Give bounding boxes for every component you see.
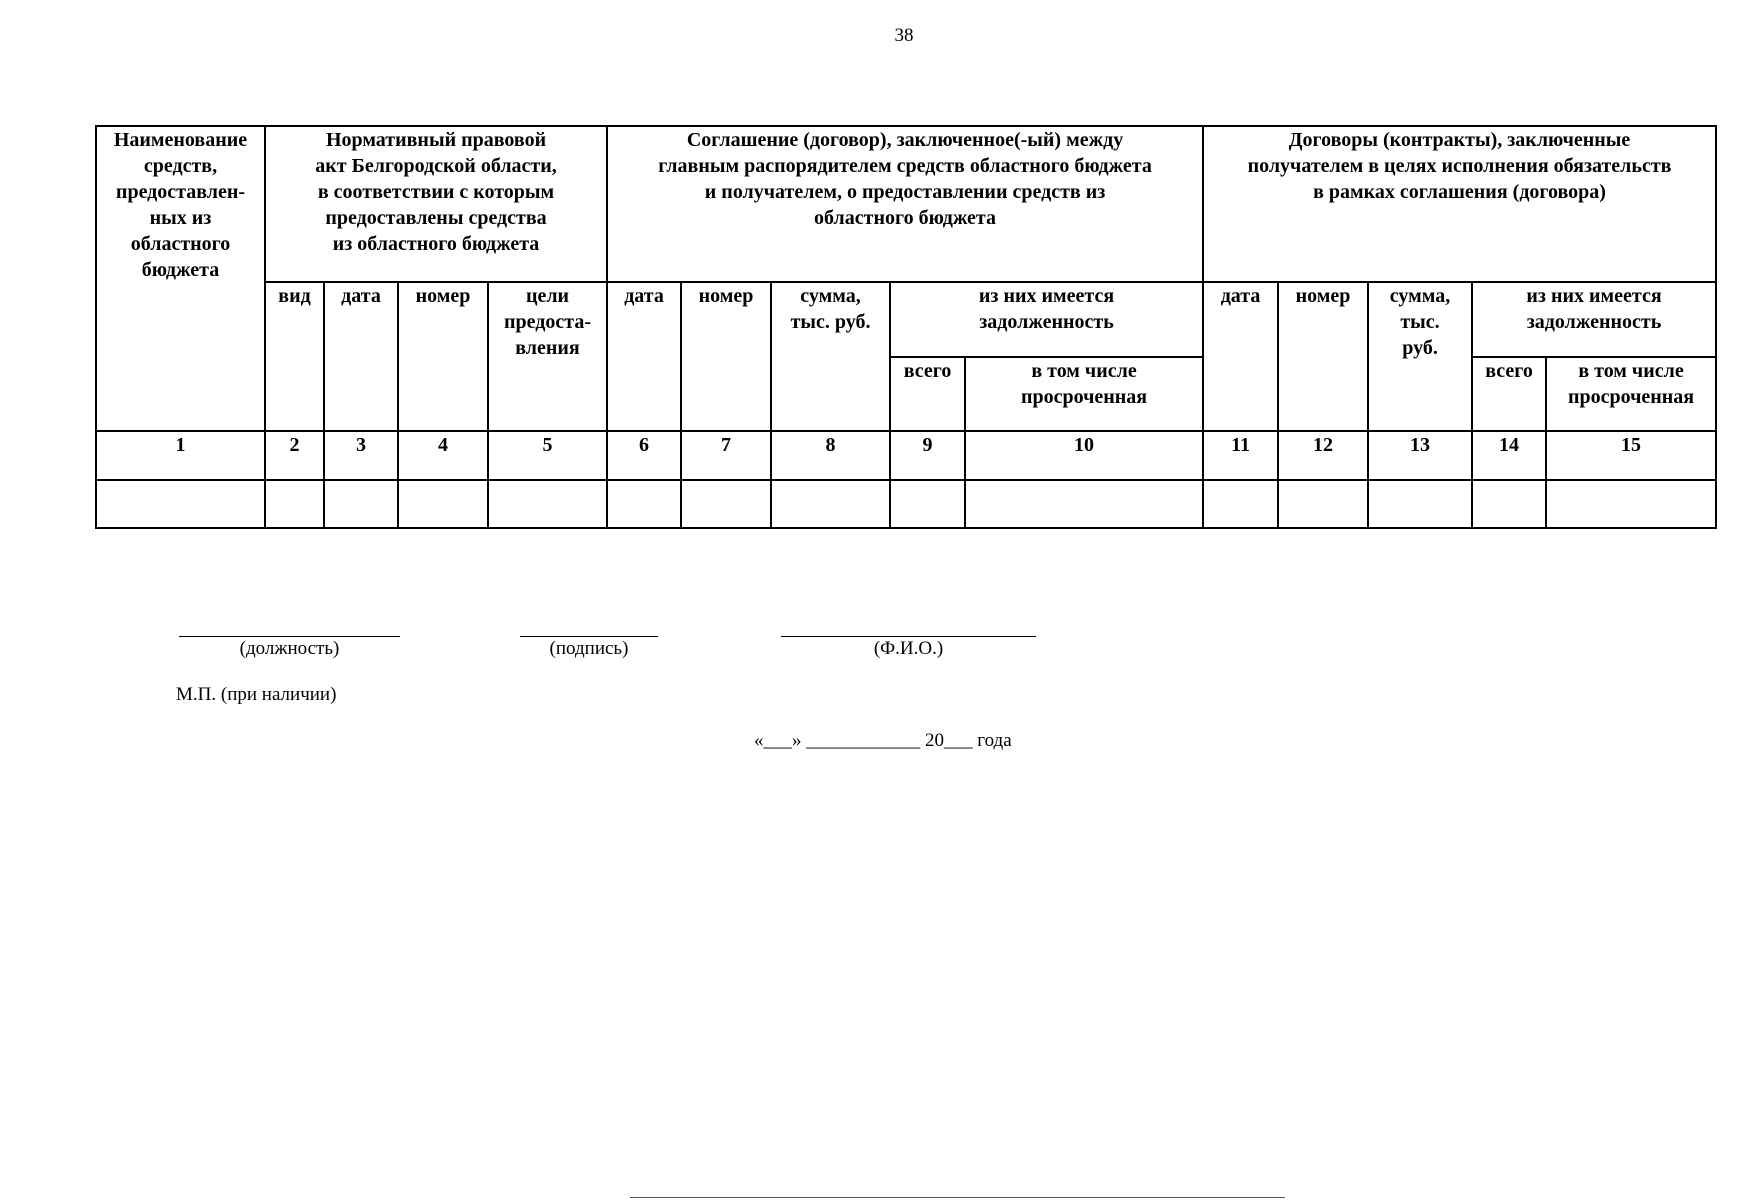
column-number: 13 — [1368, 431, 1472, 480]
header-contracts-debt-total: всего — [1472, 357, 1546, 431]
header-agreement: Соглашение (договор), заключенное(-ый) между главным распорядителем средств областного бюджета и получателем, о предоставлении средств из областного бюджета — [607, 126, 1203, 282]
subheader-row — [96, 282, 1716, 357]
header-act-date: дата — [324, 282, 398, 431]
column-number: 11 — [1203, 431, 1278, 480]
header-agreement-date: дата — [607, 282, 681, 431]
column-number: 10 — [965, 431, 1203, 480]
header-agreement-debt-total: всего — [890, 357, 965, 431]
header-agreement-debt: из них имеется задолженность — [890, 282, 1203, 357]
column-number: 14 — [1472, 431, 1546, 480]
header-agreement-sum: сумма, тыс. руб. — [771, 282, 890, 431]
table-cell[interactable] — [965, 480, 1203, 528]
table-cell[interactable] — [1203, 480, 1278, 528]
table-cell[interactable] — [1546, 480, 1716, 528]
table-cell[interactable] — [265, 480, 324, 528]
header-contracts-number: номер — [1278, 282, 1368, 431]
table-cell[interactable] — [890, 480, 965, 528]
header-contracts-debt: из них имеется задолженность — [1472, 282, 1716, 357]
column-number: 8 — [771, 431, 890, 480]
table-cell[interactable] — [96, 480, 265, 528]
header-contracts-debt-overdue: в том числе просроченная — [1546, 357, 1716, 431]
signature-line[interactable] — [520, 636, 658, 637]
column-number: 7 — [681, 431, 771, 480]
table-cell[interactable] — [324, 480, 398, 528]
header-act-type: вид — [265, 282, 324, 431]
header-agreement-debt-overdue: в том числе просроченная — [965, 357, 1203, 431]
column-number: 9 — [890, 431, 965, 480]
header-contracts: Договоры (контракты), заключенные получателем в целях исполнения обязательств в рамках соглашения (договора) — [1203, 126, 1716, 282]
table-cell[interactable] — [488, 480, 607, 528]
column-number: 5 — [488, 431, 607, 480]
header-act-purpose: цели предоста- вления — [488, 282, 607, 431]
column-number: 4 — [398, 431, 488, 480]
date-line: «___» ____________ 20___ года — [754, 730, 1012, 751]
table-cell[interactable] — [771, 480, 890, 528]
column-number: 1 — [96, 431, 265, 480]
table-cell[interactable] — [681, 480, 771, 528]
table-cell[interactable] — [1472, 480, 1546, 528]
column-numbers-row — [96, 431, 1716, 480]
header-regulatory-act: Нормативный правовой акт Белгородской области, в соответствии с которым предоставлены средства из областного бюджета — [265, 126, 607, 282]
table-row — [96, 480, 1716, 528]
column-number: 3 — [324, 431, 398, 480]
table-cell[interactable] — [607, 480, 681, 528]
name-signature-line[interactable] — [781, 636, 1036, 637]
stamp-note: М.П. (при наличии) — [176, 684, 337, 705]
header-contracts-sum: сумма, тыс. руб. — [1368, 282, 1472, 431]
column-number: 12 — [1278, 431, 1368, 480]
table-cell[interactable] — [398, 480, 488, 528]
header-contracts-date: дата — [1203, 282, 1278, 431]
column-number: 6 — [607, 431, 681, 480]
table-cell[interactable] — [1368, 480, 1472, 528]
header-funds-name: Наименование средств, предоставлен- ных из областного бюджета — [96, 126, 265, 431]
column-number: 2 — [265, 431, 324, 480]
column-number: 15 — [1546, 431, 1716, 480]
position-signature-line[interactable] — [179, 636, 400, 637]
header-act-number: номер — [398, 282, 488, 431]
page-number: 38 — [894, 25, 914, 46]
position-caption: (должность) — [239, 638, 340, 659]
name-caption: (Ф.И.О.) — [873, 638, 944, 659]
group-header-row — [96, 126, 1716, 282]
report-table — [95, 125, 1717, 529]
header-agreement-number: номер — [681, 282, 771, 431]
bottom-divider — [630, 1197, 1285, 1198]
table-cell[interactable] — [1278, 480, 1368, 528]
signature-caption: (подпись) — [549, 638, 629, 659]
